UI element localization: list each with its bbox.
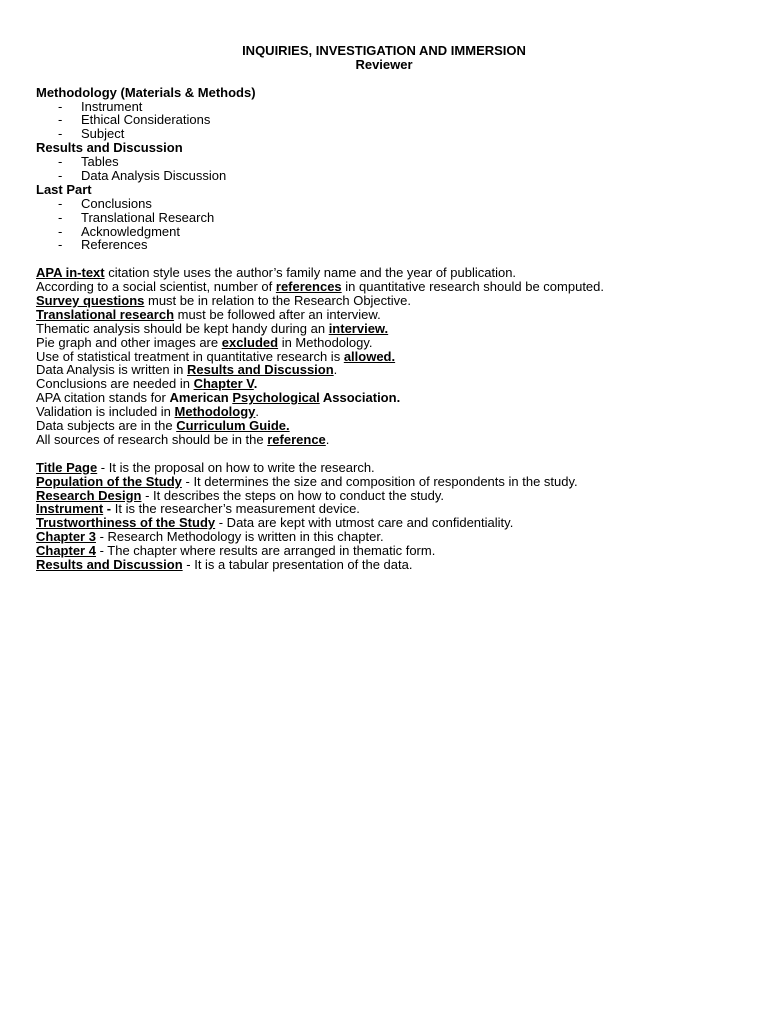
definition-term: Chapter 3 xyxy=(36,529,96,545)
outline-item-text: References xyxy=(81,237,148,253)
definition-line xyxy=(36,502,732,516)
bullet-dash: - xyxy=(58,237,63,253)
fact-text: . xyxy=(333,362,338,378)
outline-item-text: Acknowledgment xyxy=(81,223,180,239)
definitions-list xyxy=(36,461,732,572)
outline-item-text: Instrument xyxy=(81,98,143,114)
fact-keyword: interview. xyxy=(328,320,389,336)
definition-text: - It is a tabular presentation of the data. xyxy=(182,556,413,572)
fact-text: According to a social scientist, number of xyxy=(36,279,276,295)
outline-item xyxy=(36,155,732,169)
outline-heading: Results and Discussion xyxy=(36,140,183,156)
definition-text: It is the researcher’s measurement device. xyxy=(111,501,360,517)
definition-text: - Research Methodology is written in this chapter. xyxy=(95,529,384,545)
fact-text: Thematic analysis should be kept handy during an xyxy=(36,320,329,336)
fact-line xyxy=(36,377,732,391)
fact-keyword: APA in-text xyxy=(36,265,105,281)
fact-keyword: excluded xyxy=(221,334,279,350)
fact-text: . xyxy=(255,404,260,420)
definition-term: Results and Discussion xyxy=(36,556,183,572)
fact-text: Pie graph and other images are xyxy=(36,334,222,350)
fact-text: Data subjects are in the xyxy=(36,418,177,434)
facts-list xyxy=(36,266,732,447)
fact-line xyxy=(36,308,732,322)
blank-line xyxy=(36,72,732,86)
fact-text: Data Analysis is written in xyxy=(36,362,188,378)
document-title: INQUIRIES, INVESTIGATION AND IMMERSION xyxy=(242,43,526,58)
outline-item-text: Conclusions xyxy=(81,195,152,211)
fact-keyword: Psychological xyxy=(232,390,320,406)
outline-item xyxy=(36,169,732,183)
fact-text: in quantitative research should be computed. xyxy=(341,279,605,295)
definition-text: - It determines the size and composition of respondents in the study. xyxy=(181,473,578,489)
outline-heading: Last Part xyxy=(36,181,92,197)
definition-term: Instrument xyxy=(36,501,104,517)
bullet-dash: - xyxy=(58,154,63,170)
definition-line xyxy=(36,516,732,530)
fact-line xyxy=(36,391,732,405)
outline-item-text: Translational Research xyxy=(81,209,215,225)
fact-text: Use of statistical treatment in quantitative research is xyxy=(36,348,344,364)
fact-line xyxy=(36,294,732,308)
blank-line xyxy=(36,447,732,461)
fact-keyword: Translational research xyxy=(36,306,175,322)
outline xyxy=(36,86,732,253)
fact-line xyxy=(36,266,732,280)
fact-keyword: Association. xyxy=(319,390,401,406)
definition-term: Population of the Study xyxy=(36,473,182,489)
definition-line xyxy=(36,544,732,558)
fact-text: citation style uses the author’s family name and the year of publication. xyxy=(104,265,517,281)
bullet-dash: - xyxy=(58,195,63,211)
fact-keyword: Curriculum Guide. xyxy=(176,418,290,434)
fact-line xyxy=(36,419,732,433)
definition-line xyxy=(36,461,732,475)
definition-line xyxy=(36,530,732,544)
bullet-dash: - xyxy=(58,223,63,239)
definition-text: - Data are kept with utmost care and confidentiality. xyxy=(215,515,514,531)
fact-line xyxy=(36,322,732,336)
outline-item xyxy=(36,113,732,127)
definition-term: Trustworthiness of the Study xyxy=(36,515,216,531)
fact-text: must be in relation to the Research Objective. xyxy=(144,293,412,309)
definition-term: Research Design xyxy=(36,487,142,503)
outline-item xyxy=(36,197,732,211)
fact-line xyxy=(36,336,732,350)
outline-item-text: Tables xyxy=(81,154,119,170)
outline-item xyxy=(36,127,732,141)
fact-text: in Methodology. xyxy=(278,334,373,350)
bullet-dash: - xyxy=(58,209,63,225)
definition-term: Title Page xyxy=(36,459,98,475)
outline-item-text: Data Analysis Discussion xyxy=(81,168,227,184)
definition-separator: - xyxy=(103,501,112,517)
fact-text: APA citation stands for xyxy=(36,390,170,406)
fact-line xyxy=(36,280,732,294)
definition-line xyxy=(36,489,732,503)
definition-text: - It describes the steps on how to conduct the study. xyxy=(141,487,445,503)
fact-line xyxy=(36,363,732,377)
fact-text: Conclusions are needed in xyxy=(36,376,194,392)
fact-line xyxy=(36,405,732,419)
definition-line xyxy=(36,475,732,489)
fact-text: All sources of research should be in the xyxy=(36,431,268,447)
fact-keyword: Survey questions xyxy=(36,293,145,309)
fact-keyword: references xyxy=(275,279,342,295)
definition-term: Chapter 4 xyxy=(36,543,96,559)
blank-line xyxy=(36,252,732,266)
fact-text: Validation is included in xyxy=(36,404,175,420)
fact-text: . xyxy=(253,376,258,392)
definition-text: - The chapter where results are arranged in thematic form. xyxy=(95,543,436,559)
outline-item-text: Ethical Considerations xyxy=(81,112,211,128)
bullet-dash: - xyxy=(58,112,63,128)
fact-line xyxy=(36,433,732,447)
outline-item-text: Subject xyxy=(81,126,125,142)
bullet-dash: - xyxy=(58,126,63,142)
fact-keyword: Results and Discussion xyxy=(187,362,334,378)
outline-item xyxy=(36,211,732,225)
bullet-dash: - xyxy=(58,98,63,114)
definition-line xyxy=(36,558,732,572)
definition-text: - It is the proposal on how to write the research. xyxy=(97,459,375,475)
fact-line xyxy=(36,350,732,364)
outline-item xyxy=(36,100,732,114)
fact-keyword: Methodology xyxy=(174,404,256,420)
outline-item xyxy=(36,225,732,239)
fact-keyword: American xyxy=(169,390,233,406)
fact-text: . xyxy=(325,431,330,447)
document-subtitle: Reviewer xyxy=(355,56,413,72)
fact-keyword: allowed. xyxy=(343,348,396,364)
outline-item xyxy=(36,238,732,252)
fact-keyword: Chapter V xyxy=(193,376,254,392)
bullet-dash: - xyxy=(58,168,63,184)
outline-heading: Methodology (Materials & Methods) xyxy=(36,84,256,100)
fact-text: must be followed after an interview. xyxy=(174,306,381,322)
fact-keyword: reference xyxy=(267,431,326,447)
